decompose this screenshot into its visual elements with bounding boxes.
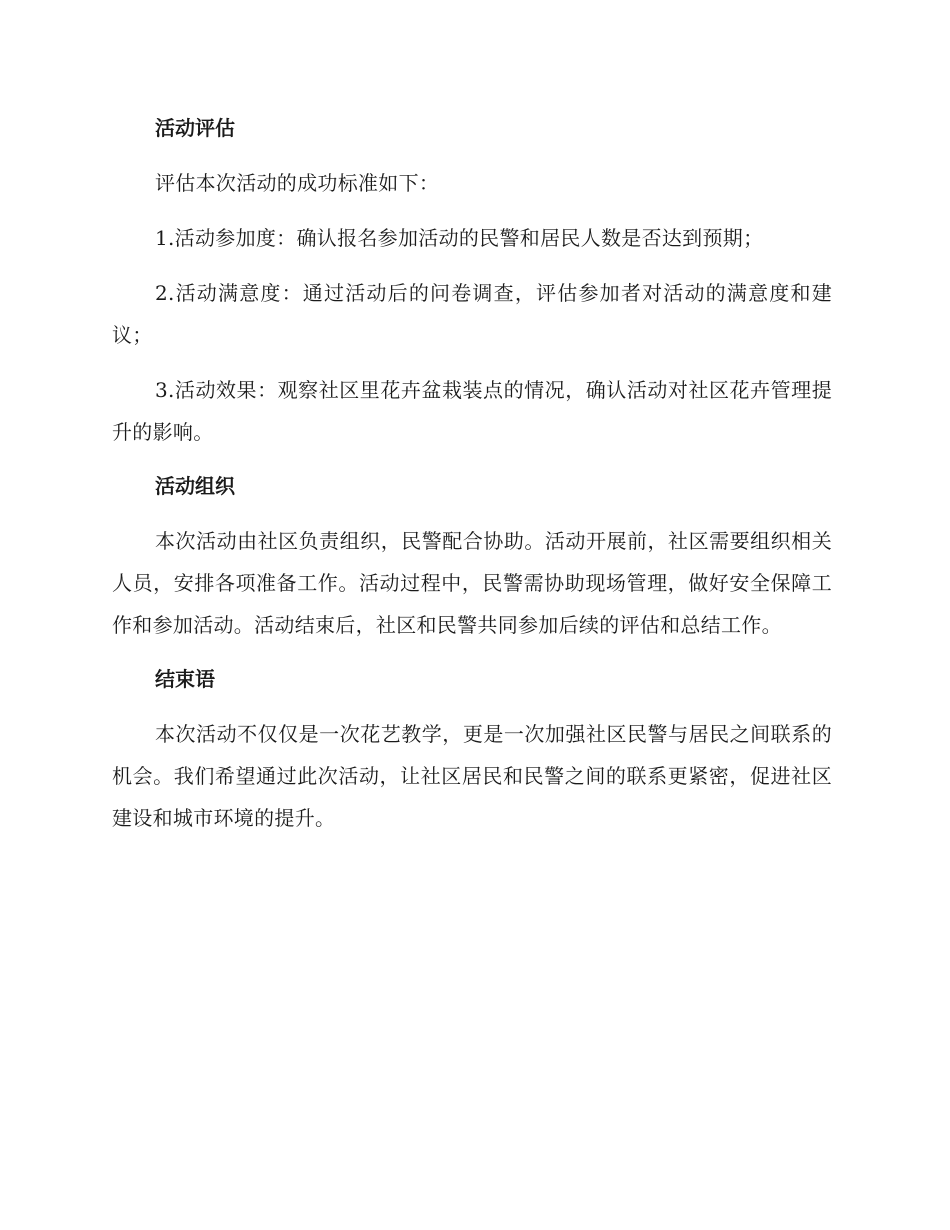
paragraph-evaluation-item-3: 3.活动效果：观察社区里花卉盆栽装点的情况，确认活动对社区花卉管理提升的影响。 bbox=[112, 378, 832, 444]
section-heading-organization: 活动组织 bbox=[155, 474, 235, 498]
paragraph-evaluation-item-2: 2.活动满意度：通过活动后的问卷调查，评估参加者对活动的满意度和建议； bbox=[112, 281, 832, 347]
paragraph-conclusion: 本次活动不仅仅是一次花艺教学，更是一次加强社区民警与居民之间联系的机会。我们希望通过此次活动，让社区居民和民警之间的联系更紧密，促进社区建设和城市环境的提升。 bbox=[112, 722, 832, 830]
section-heading-evaluation: 活动评估 bbox=[155, 116, 235, 140]
document-page bbox=[112, 108, 832, 852]
section-heading-conclusion: 结束语 bbox=[155, 667, 215, 691]
paragraph-evaluation-intro: 评估本次活动的成功标准如下： bbox=[155, 171, 440, 195]
paragraph-evaluation-item-1: 1.活动参加度：确认报名参加活动的民警和居民人数是否达到预期； bbox=[155, 226, 764, 250]
paragraph-organization: 本次活动由社区负责组织，民警配合协助。活动开展前，社区需要组织相关人员，安排各项准备工作。活动过程中，民警需协助现场管理，做好安全保障工作和参加活动。活动结束后，社区和民警共同参加后续的评估和总结工作。 bbox=[112, 529, 832, 637]
